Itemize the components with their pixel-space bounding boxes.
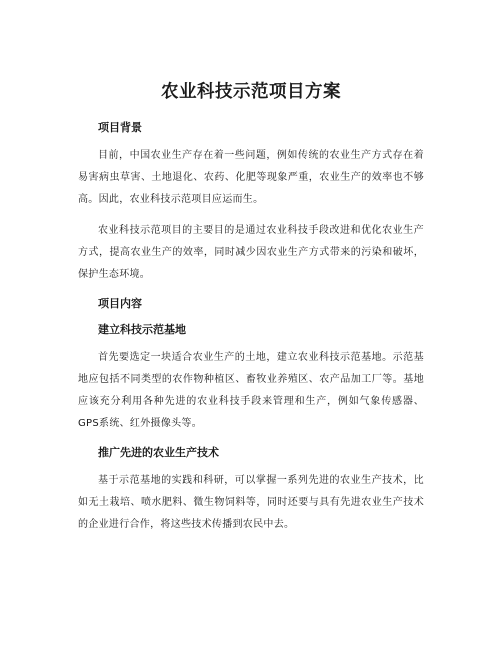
paragraph: 基于示范基地的实践和科研，可以掌握一系列先进的农业生产技术，比如无土栽培、喷水肥料、微生物饲料等，同时还要与具有先进农业生产技术的企业进行合作，将这些技术传播到农民中去。	[78, 475, 424, 530]
document-body	[78, 80, 424, 536]
paragraph: 首先要选定一块适合农业生产的土地，建立农业科技示范基地。示范基地应包括不同类型的农作物种植区、畜牧业养殖区、农产品加工厂等。基地应该充分利用各种先进的农业科技手段来管理和生产，例如气象传感器、GPS系统、红外摄像头等。	[78, 352, 424, 429]
section-heading: 项目内容	[98, 297, 142, 310]
document-title: 农业科技示范项目方案	[161, 82, 341, 102]
paragraph: 农业科技示范项目的主要目的是通过农业科技手段改进和优化农业生产方式，提高农业生产的效率，同时减少因农业生产方式带来的污染和破坏，保护生态环境。	[78, 225, 424, 280]
paragraph: 目前，中国农业生产存在着一些问题，例如传统的农业生产方式存在着易害病虫草害、土地退化、农药、化肥等现象严重，农业生产的效率也不够高。因此，农业科技示范项目应运而生。	[78, 150, 424, 205]
section-heading: 项目背景	[98, 121, 142, 134]
subsection-heading: 建立科技示范基地	[98, 323, 186, 336]
subsection-heading: 推广先进的农业生产技术	[98, 446, 219, 459]
